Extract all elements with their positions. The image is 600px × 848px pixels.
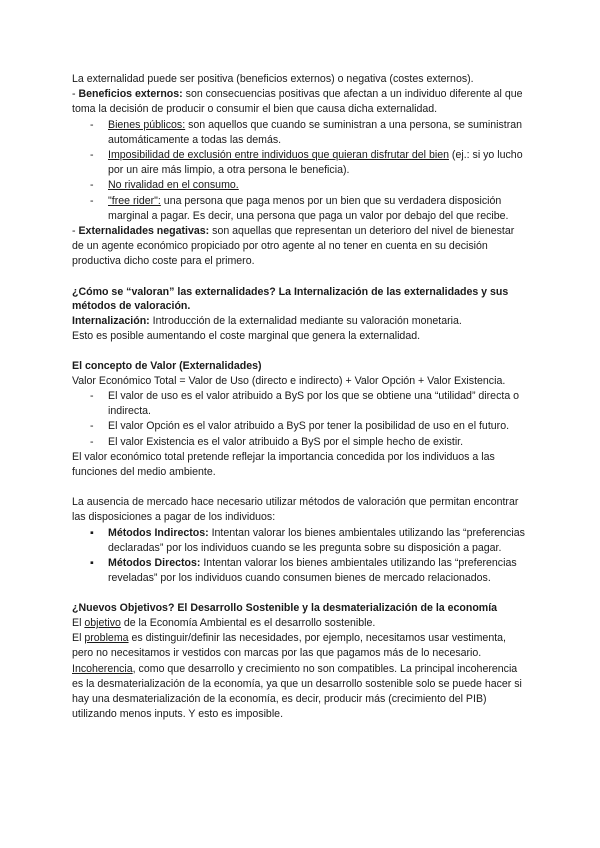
list-item: - El valor Existencia es el valor atribuido a ByS por el simple hecho de existir.: [90, 435, 464, 448]
list-item: - Imposibilidad de exclusión entre individuos que quieran disfrutar del bien (ej.: si yo lucho por un aire más limpio, a otra persona le beneficia).: [90, 149, 523, 177]
list-item: ▪ Métodos Indirectos: Intentan valorar los bienes ambientales utilizando las “preferencias declaradas” por los individuos cuando se les pregunta sobre su disposición a pagar.: [90, 526, 525, 554]
metodos-list: [72, 526, 528, 587]
beneficios-list: [72, 118, 528, 224]
list-item: - "free rider": una persona que paga menos por un bien que su verdadera disposición marginal a pagar. Es decir, una persona que paga un valor por debajo del que recibe.: [90, 194, 509, 222]
problema-paragraph: El problema es distinguir/definir las necesidades, por ejemplo, necesitamos usar vestimenta, pero no necesitamos ir vestidos con marcas por las que pagamos más de lo necesario.: [72, 632, 506, 660]
objetivo-paragraph: El objetivo de la Economía Ambiental es el desarrollo sostenible.: [72, 617, 376, 630]
document-page: [72, 72, 528, 722]
incoherencia-paragraph: Incoherencia, como que desarrollo y crecimiento no son compatibles. La principal incoherencia es la desmaterialización de la economía, ya que un desarrollo sostenible solo se puede hacer si hay una desmaterialización de la economía, es decir, producir más (crecimiento del PIB) utilizando menos inputs. Y esto es imposible.: [72, 662, 522, 721]
list-item: - El valor de uso es el valor atribuido a ByS por los que se obtiene una “utilidad” directa o indirecta.: [90, 390, 520, 418]
beneficios-externos-paragraph: - Beneficios externos: son consecuencias positivas que afectan a un individuo diferente al que toma la decisión de producir o consumir el bien que causa dicha externalidad.: [72, 88, 523, 116]
externalidades-negativas-paragraph: - Externalidades negativas: son aquellas que representan un deterioro del nivel de bienestar de un agente económico propiciado por otro agente al no tener en cuenta en su decisión productiva dicho coste para el primero.: [72, 225, 515, 268]
ausencia-paragraph: La ausencia de mercado hace necesario utilizar métodos de valoración que permitan encontrar las disposiciones a pagar de los individuos:: [72, 496, 519, 524]
beneficios-externos-term: Beneficios externos:: [78, 88, 183, 101]
list-item: - El valor Opción es el valor atribuido a ByS por tener la posibilidad de uso en el futuro.: [90, 420, 510, 433]
list-item: ▪ Métodos Directos: Intentan valorar los bienes ambientales utilizando las “preferencias reveladas” por los individuos cuando consumen bienes de mercado relacionados.: [90, 557, 517, 585]
vet-formula: Valor Económico Total = Valor de Uso (directo e indirecto) + Valor Opción + Valor Existencia.: [72, 374, 506, 387]
externalidades-negativas-term: Externalidades negativas:: [78, 225, 210, 238]
valor-heading: El concepto de Valor (Externalidades): [72, 360, 262, 373]
internalizacion-note: Esto es posible aumentando el coste marginal que genera la externalidad.: [72, 330, 421, 343]
list-item: - Bienes públicos: son aquellos que cuando se suministran a una persona, se suministran automáticamente a todas las demás.: [90, 118, 523, 146]
vet-paragraph: El valor económico total pretende reflejar la importancia concedida por los individuos a las funciones del medio ambiente.: [72, 450, 495, 479]
intro-paragraph: La externalidad puede ser positiva (beneficios externos) o negativa (costes externos).: [72, 73, 474, 85]
valor-list: [72, 389, 528, 450]
list-item: - No rivalidad en el consumo.: [90, 179, 239, 192]
internalizacion-paragraph: Internalización: Introducción de la externalidad mediante su valoración monetaria.: [72, 314, 462, 327]
valoran-heading: ¿Cómo se “valoran” las externalidades? La Internalización de las externalidades y sus métodos de valoración.: [72, 285, 509, 313]
nuevos-objetivos-heading: ¿Nuevos Objetivos? El Desarrollo Sostenible y la desmaterialización de la economía: [72, 602, 498, 615]
